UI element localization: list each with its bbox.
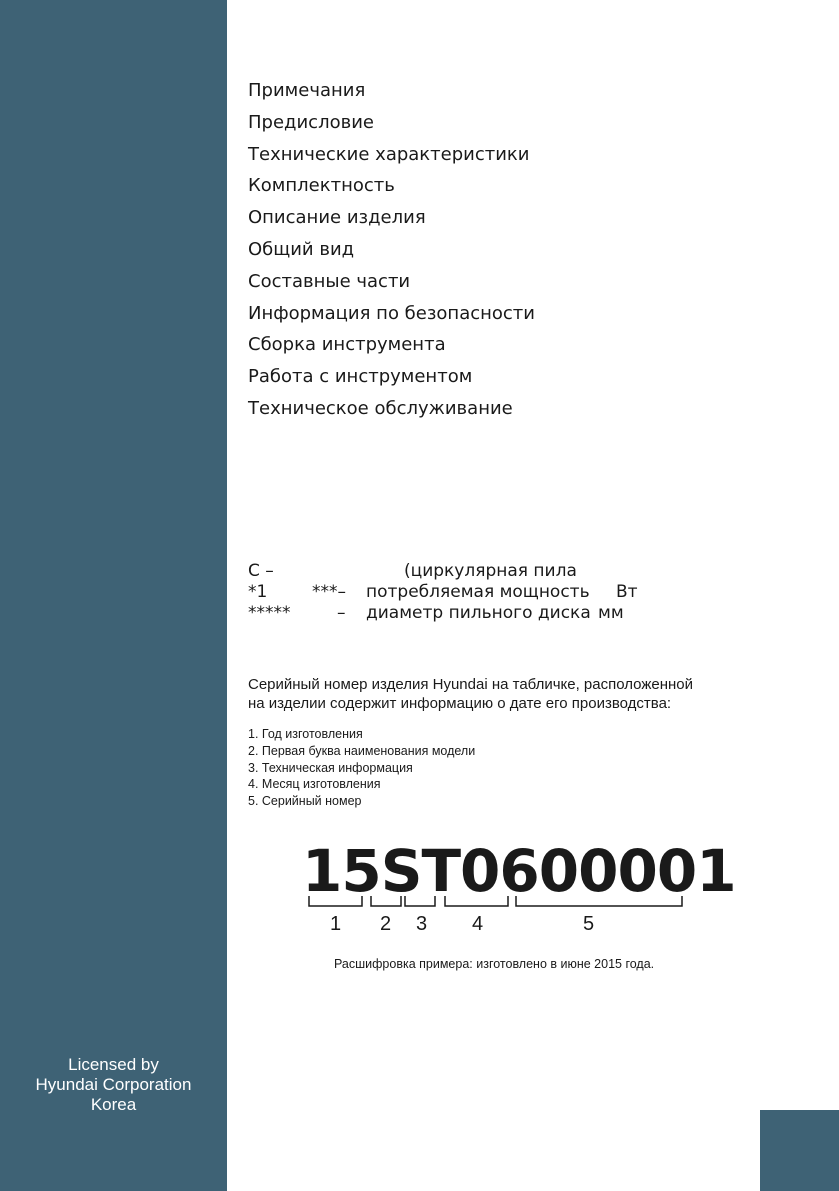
list-item: 2. Первая буква наименования модели — [248, 743, 476, 758]
toc-item: Сборка инструмента — [248, 334, 446, 356]
bracket-2 — [371, 896, 401, 906]
list-item: 4. Месяц изготовления — [248, 777, 381, 792]
serial-example: 15ST0600001 — [302, 837, 736, 905]
diameter-label: диаметр пильного диска — [366, 603, 591, 623]
power-marker: *1 — [248, 582, 268, 602]
toc-item: Примечания — [248, 80, 366, 101]
list-item: 1. Год изготовления — [248, 727, 363, 741]
toc-item: Описание изделия — [248, 207, 426, 229]
bracket-label-2: 2 — [380, 913, 392, 935]
toc-item: Предисловие — [248, 111, 374, 133]
toc-item: Технические характеристики — [248, 143, 530, 165]
toc-item: Общий вид — [248, 238, 355, 260]
toc-item: Информация по безопасности — [248, 302, 535, 324]
license-line-3: Korea — [90, 1095, 137, 1114]
list-item: 3. Техническая информация — [248, 760, 413, 775]
serial-intro-line-2: на изделии содержит информацию о дате его производства: — [248, 695, 672, 712]
bracket-4 — [445, 896, 508, 906]
license-line-1: Licensed by — [68, 1055, 159, 1074]
bracket-label-1: 1 — [330, 913, 342, 935]
toc-item: Работа с инструментом — [248, 366, 473, 388]
diameter-dash: – — [337, 603, 346, 623]
bracket-label-5: 5 — [583, 913, 595, 935]
license-line-2: Hyundai Corporation — [35, 1075, 192, 1094]
bracket-1 — [309, 896, 362, 906]
power-unit: Вт — [616, 582, 638, 602]
bracket-3 — [405, 896, 435, 906]
bracket-label-4: 4 — [472, 913, 484, 935]
serial-intro-line-1: Серийный номер изделия Hyundai на табличке, расположенной — [248, 676, 694, 693]
toc-item: Составные части — [248, 270, 411, 292]
decode-example: Расшифровка примера: изготовлено в июне 2015 года. — [334, 957, 655, 971]
list-item: 5. Серийный номер — [248, 794, 362, 809]
diameter-unit: мм — [598, 603, 624, 623]
bracket-5 — [516, 896, 682, 906]
toc-item: Техническое обслуживание — [248, 397, 513, 419]
model-code-prefix: C – — [248, 561, 274, 581]
bracket-label-3: 3 — [416, 913, 428, 935]
model-type: (циркулярная пила — [404, 561, 577, 581]
power-placeholder: ***– — [312, 582, 346, 602]
toc-item: Комплектность — [248, 175, 395, 197]
power-label: потребляемая мощность — [366, 582, 590, 602]
diameter-marker: ***** — [248, 603, 291, 623]
